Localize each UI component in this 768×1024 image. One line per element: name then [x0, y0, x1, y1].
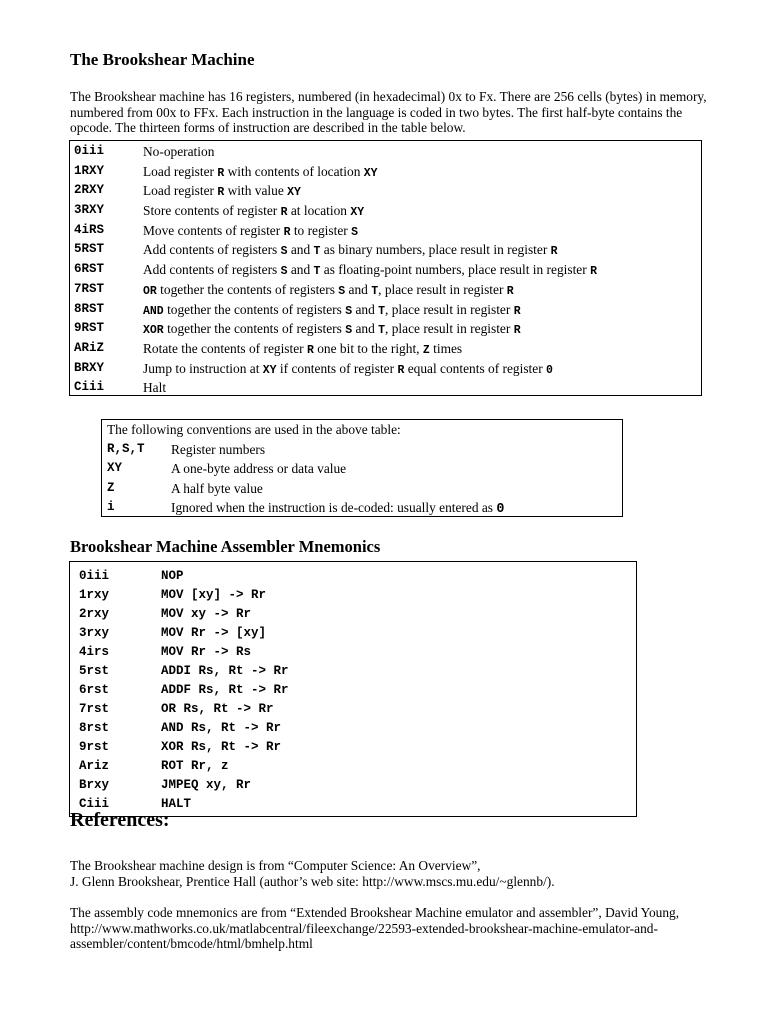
mnemonic-opcode: 2rxy [79, 607, 110, 621]
mono-token: 0 [546, 363, 553, 377]
instruction-code: ARiZ [74, 340, 105, 355]
instruction-row [70, 339, 701, 359]
mono-token: R [513, 304, 521, 318]
instruction-row [70, 240, 701, 260]
instruction-row [70, 181, 701, 201]
text-fragment: Add contents of registers [143, 262, 281, 278]
text-fragment: Ignored when the instruction is de-coded: usually entered as [171, 500, 497, 516]
text-fragment: one bit to the right, [313, 340, 423, 356]
text-fragment: with value [224, 183, 288, 199]
text-fragment: , place result in register [385, 321, 514, 337]
text-fragment: if contents of register [276, 360, 398, 376]
instruction-code: 8RST [74, 301, 105, 316]
text-fragment: , place result in register [378, 281, 507, 297]
mnemonics-title: Brookshear Machine Assembler Mnemonics [70, 537, 381, 556]
text-fragment: Load register [143, 183, 218, 199]
reference-1-line-2: J. Glenn Brookshear, Prentice Hall (author’s web site: http://www.mscs.mu.edu/~glennb/). [70, 873, 555, 889]
mnemonic-row [70, 643, 636, 662]
mnemonic-opcode: 9rst [79, 740, 110, 754]
text-fragment: Store contents of register [143, 203, 281, 219]
mnemonic-text: HALT [161, 797, 192, 811]
mono-token: R [217, 186, 225, 200]
instruction-row [70, 260, 701, 280]
mono-token: R [306, 343, 314, 357]
mnemonic-row [70, 567, 636, 586]
instruction-code: 5RST [74, 242, 105, 257]
text-fragment: No-operation [143, 144, 215, 159]
text-fragment: with contents of location [224, 163, 364, 179]
text-fragment: and [352, 301, 379, 317]
mono-token: XY [262, 363, 277, 377]
mono-token: XY [350, 206, 365, 220]
instruction-row [70, 359, 701, 379]
mono-token: R [506, 284, 514, 298]
mnemonic-opcode: Ciii [79, 797, 110, 811]
mnemonic-row [70, 605, 636, 624]
mono-token: T [313, 245, 321, 259]
mnemonic-opcode: 0iii [79, 569, 110, 583]
conventions-header: The following conventions are used in the above table: [107, 422, 401, 437]
instruction-row [70, 162, 701, 182]
reference-1 [70, 858, 730, 889]
instruction-row [70, 142, 701, 162]
mnemonics-table [69, 561, 637, 817]
mono-token: T [378, 324, 386, 338]
convention-row [102, 479, 622, 499]
convention-symbol: i [107, 500, 115, 515]
mnemonic-opcode: 7rst [79, 702, 110, 716]
mono-token: S [338, 284, 346, 298]
text-fragment: , place result in register [385, 301, 514, 317]
mnemonic-row [70, 719, 636, 738]
text-fragment: equal contents of register [404, 360, 547, 376]
instruction-code: 4iRS [74, 222, 105, 237]
text-fragment: together the contents of registers [163, 301, 346, 317]
instruction-row [70, 300, 701, 320]
instruction-row [70, 319, 701, 339]
convention-row [102, 498, 622, 518]
mnemonic-text: OR Rs, Rt -> Rr [161, 702, 274, 716]
instruction-code: BRXY [74, 360, 105, 375]
text-fragment: at location [287, 203, 351, 219]
text-fragment: A half byte value [171, 480, 263, 496]
mono-token: T [378, 304, 386, 318]
instruction-code: 7RST [74, 281, 105, 296]
mnemonic-opcode: 6rst [79, 683, 110, 697]
mnemonic-opcode: Brxy [79, 778, 110, 792]
mnemonic-row [70, 586, 636, 605]
mono-token: R [513, 324, 521, 338]
instruction-description [143, 142, 214, 162]
text-fragment: as floating-point numbers, place result in register [320, 262, 591, 278]
instruction-description [143, 162, 378, 184]
conventions-table [101, 419, 623, 517]
mono-token: R [590, 265, 597, 279]
mono-token: S [351, 225, 358, 239]
mnemonic-opcode: 3rxy [79, 626, 110, 640]
mnemonic-row [70, 738, 636, 757]
instruction-description [143, 280, 514, 302]
convention-row [102, 440, 622, 460]
mnemonic-row [70, 681, 636, 700]
convention-description [171, 498, 504, 520]
mnemonic-text: MOV Rr -> [xy] [161, 626, 267, 640]
mono-token: T [313, 265, 321, 279]
text-fragment: to register [290, 222, 352, 238]
mnemonic-text: JMPEQ xy, Rr [161, 778, 252, 792]
text-fragment: together the contents of registers [156, 281, 339, 297]
text-fragment: and [345, 281, 372, 297]
mono-token: OR [143, 284, 157, 298]
instruction-description [143, 260, 597, 282]
mono-token: T [371, 284, 379, 298]
mono-token: R [283, 225, 291, 239]
instruction-table [69, 140, 702, 396]
mnemonic-opcode: Ariz [79, 759, 110, 773]
mono-token: R [397, 363, 405, 377]
text-fragment: Add contents of registers [143, 242, 281, 258]
convention-description [171, 459, 346, 479]
mnemonic-text: ADDI Rs, Rt -> Rr [161, 664, 289, 678]
instruction-description [143, 378, 166, 398]
instruction-description [143, 181, 301, 203]
mnemonic-row [70, 662, 636, 681]
text-fragment: Register numbers [171, 441, 266, 457]
text-fragment: A one-byte address or data value [171, 461, 347, 477]
mono-token: 0 [496, 502, 505, 518]
instruction-description [143, 240, 558, 262]
text-fragment: Halt [143, 380, 167, 396]
instruction-description [143, 300, 521, 322]
references-heading: References: [70, 809, 170, 831]
mnemonic-opcode: 8rst [79, 721, 110, 735]
text-fragment: together the contents of registers [163, 321, 346, 337]
instruction-code: 1RXY [74, 163, 105, 178]
mnemonic-opcode: 5rst [79, 664, 110, 678]
instruction-code: 2RXY [74, 183, 105, 198]
convention-row [102, 459, 622, 479]
instruction-code: Ciii [74, 380, 105, 395]
text-fragment: and [287, 242, 314, 258]
mnemonic-row [70, 700, 636, 719]
instruction-code: 6RST [74, 262, 105, 277]
text-fragment: times [429, 340, 463, 356]
reference-1-line-1: The Brookshear machine design is from “Computer Science: An Overview”, [70, 858, 481, 873]
instruction-description [143, 319, 521, 341]
mnemonic-row [70, 757, 636, 776]
text-fragment: as binary numbers, place result in register [320, 242, 551, 258]
instruction-row [70, 221, 701, 241]
mono-token: AND [143, 304, 164, 318]
instruction-code: 0iii [74, 144, 105, 158]
text-fragment: Jump to instruction at [143, 360, 263, 376]
convention-description [171, 479, 263, 499]
mono-token: S [280, 245, 288, 259]
mnemonic-opcode: 1rxy [79, 588, 110, 602]
mono-token: Z [422, 343, 430, 357]
instruction-description [143, 201, 364, 223]
mnemonic-text: NOP [161, 569, 184, 583]
instruction-row [70, 378, 701, 398]
mono-token: S [345, 324, 353, 338]
text-fragment: and [352, 321, 379, 337]
reference-2: The assembly code mnemonics are from “Extended Brookshear Machine emulator and assembler”, David Young, http://www.mathworks.co.uk/matlabcentral/fileexchange/22593-extended-brookshear-machine-emulator-and-assembler/content/bmcode/html/bmhelp.html [70, 905, 680, 951]
mnemonic-text: ADDF Rs, Rt -> Rr [161, 683, 289, 697]
instruction-description [143, 339, 462, 361]
convention-symbol: XY [107, 461, 123, 476]
mnemonic-text: AND Rs, Rt -> Rr [161, 721, 282, 735]
mono-token: S [280, 265, 288, 279]
mnemonic-row [70, 624, 636, 643]
mono-token: R [217, 166, 225, 180]
mono-token: S [345, 304, 353, 318]
mnemonic-text: MOV xy -> Rr [161, 607, 252, 621]
mono-token: XY [287, 186, 301, 200]
instruction-description [143, 359, 553, 381]
mono-token: R [280, 206, 288, 220]
instruction-code: 3RXY [74, 203, 105, 218]
text-fragment: Move contents of register [143, 222, 284, 238]
instruction-row [70, 280, 701, 300]
mono-token: XY [363, 166, 378, 180]
mnemonic-text: MOV [xy] -> Rr [161, 588, 267, 602]
mnemonic-opcode: 4irs [79, 645, 110, 659]
instruction-row [70, 201, 701, 221]
convention-symbol: Z [107, 480, 115, 495]
mono-token: R [550, 245, 558, 259]
mnemonic-text: MOV Rr -> Rs [161, 645, 252, 659]
mnemonic-text: ROT Rr, z [161, 759, 229, 773]
text-fragment: Load register [143, 163, 218, 179]
instruction-code: 9RST [74, 321, 105, 336]
text-fragment: Rotate the contents of register [143, 340, 307, 356]
mono-token: XOR [143, 324, 164, 338]
mnemonic-row [70, 776, 636, 795]
instruction-description [143, 221, 358, 243]
intro-paragraph: The Brookshear machine has 16 registers, numbered (in hexadecimal) 0x to Fx. There are 256 cells (bytes) in memory, numbered from 00x to FFx. Each instruction in the language is coded in two bytes. The first half-byte contains the opcode. The thirteen forms of instruction are described in the table below. [70, 89, 707, 135]
convention-description [171, 440, 265, 460]
conventions-header-row [102, 420, 622, 440]
text-fragment: and [287, 262, 314, 278]
convention-symbol: R,S,T [107, 441, 145, 456]
page-title: The Brookshear Machine [70, 50, 255, 69]
mnemonic-text: XOR Rs, Rt -> Rr [161, 740, 282, 754]
